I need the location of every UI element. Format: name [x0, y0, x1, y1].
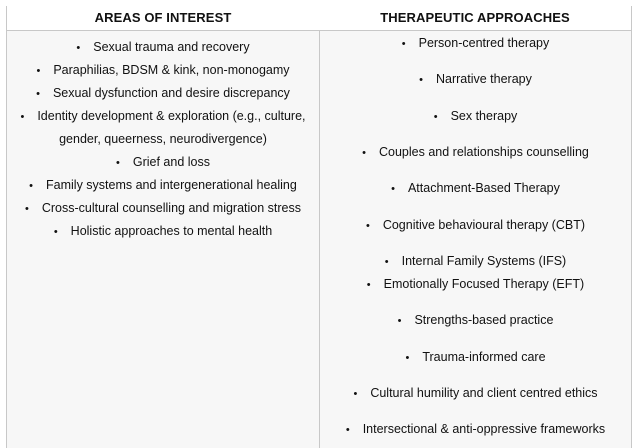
areas-of-interest-header: AREAS OF INTEREST — [94, 10, 232, 25]
therapeutic-approaches-cell — [320, 31, 631, 448]
list-item: • Paraphilias, BDSM & kink, non-monogamy — [36, 63, 290, 77]
list-item: • Cultural humility and client centred ethics — [353, 386, 598, 400]
list-item: • Internal Family Systems (IFS) — [384, 254, 567, 268]
list-item: • Identity development & exploration (e.g., culture, — [20, 109, 306, 123]
list-item: • Sexual dysfunction and desire discrepancy — [36, 86, 290, 100]
list-item: • Grief and loss — [116, 155, 210, 169]
list-item: • Emotionally Focused Therapy (EFT) — [366, 277, 585, 291]
list-item: • Cognitive behavioural therapy (CBT) — [365, 218, 586, 232]
areas-of-interest-cell — [7, 31, 319, 448]
list-item: • Narrative therapy — [419, 72, 532, 86]
list-item: • Cross-cultural counselling and migration stress — [25, 201, 301, 215]
list-item: • Sex therapy — [433, 109, 518, 123]
list-item: • Trauma-informed care — [405, 350, 546, 364]
list-item-continuation: gender, queerness, neurodivergence) — [59, 132, 267, 146]
list-item: • Intersectional & anti-oppressive frameworks — [345, 422, 606, 436]
list-item: • Holistic approaches to mental health — [53, 224, 273, 238]
list-item: • Sexual trauma and recovery — [76, 40, 250, 54]
therapeutic-approaches-header: THERAPEUTIC APPROACHES — [380, 10, 570, 25]
list-item: • Family systems and intergenerational healing — [29, 178, 297, 192]
list-item: • Strengths-based practice — [397, 313, 554, 327]
list-item: • Person-centred therapy — [401, 36, 550, 50]
services-table — [6, 6, 632, 448]
list-item: • Attachment-Based Therapy — [391, 181, 560, 195]
list-item: • Couples and relationships counselling — [362, 145, 589, 159]
